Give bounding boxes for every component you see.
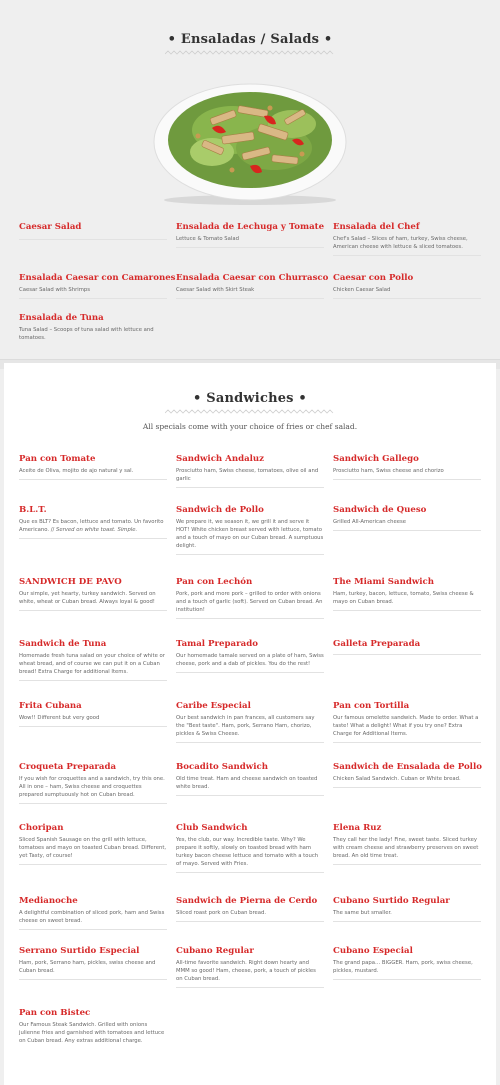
list-item bbox=[176, 701, 324, 743]
item-description: Sliced Spanish Sausage on the grill with lettuce, tomatoes and mayo on toasted Cuban bread. Different, yet Tasty, of course! bbox=[19, 837, 167, 859]
list-item bbox=[19, 701, 167, 727]
item-divider bbox=[19, 929, 167, 930]
item-name: Galleta Preparada bbox=[333, 639, 421, 649]
list-item bbox=[176, 762, 324, 796]
item-name: Caribe Especial bbox=[176, 701, 251, 711]
item-description: They call her the lady! Fine, sweet taste. Sliced turkey with cream cheese and strawberry preserves on sweet bread. An old time treat. bbox=[333, 837, 479, 859]
item-divider bbox=[176, 742, 324, 743]
item-description-note: Served on white toast. Simple. bbox=[55, 527, 138, 533]
item-description: Ham, pork, Serrano ham, pickles, swiss cheese and Cuban bread. bbox=[19, 960, 156, 974]
item-description: Grilled All-American cheese bbox=[333, 519, 407, 525]
item-description: Caesar Salad with Shrimps bbox=[19, 287, 91, 293]
title-zigzag-divider bbox=[165, 50, 335, 56]
item-name: Ensalada Caesar con Camarones bbox=[19, 273, 176, 283]
item-divider bbox=[176, 487, 324, 488]
list-item bbox=[19, 823, 167, 865]
list-item bbox=[333, 896, 481, 922]
item-name: Bocadito Sandwich bbox=[176, 762, 268, 772]
item-description: Homemade fresh tuna salad on your choice of white or wheat bread, and of course we can put it on a Cuban bread! Extra Charge for additional Items. bbox=[19, 653, 165, 675]
item-description: Tuna Salad – Scoops of tuna salad with lettuce and tomatoes. bbox=[19, 327, 154, 341]
list-item bbox=[19, 577, 167, 611]
item-name: Club Sandwich bbox=[176, 823, 248, 833]
list-item bbox=[176, 505, 324, 555]
item-name: Pan con Lechón bbox=[176, 577, 253, 587]
item-description: Our famous omelette sandwich. Made to order. What a taste! What a delight! What if you try one? Extra Charge for Additional Items. bbox=[333, 715, 479, 737]
item-description: Our simple, yet hearty, turkey sandwich. Served on white, wheat or Cuban bread. Always loyal & good! bbox=[19, 591, 156, 605]
item-description: A delightful combination of sliced pork, ham and Swiss cheese on sweet bread. bbox=[19, 910, 165, 924]
item-description: Ham, turkey, bacon, lettuce, tomato, Swiss cheese & mayo on Cuban bread. bbox=[333, 591, 474, 605]
item-divider bbox=[19, 538, 167, 539]
item-divider bbox=[333, 298, 481, 299]
salads-section bbox=[0, 0, 500, 362]
list-item bbox=[19, 762, 167, 804]
item-name: Sandwich de Tuna bbox=[19, 639, 107, 649]
list-item bbox=[333, 454, 481, 480]
item-description: All-time favorite sandwich. Right down hearty and MMM so good! Ham, cheese, pork, a touch of pickles on Cuban bread. bbox=[176, 960, 316, 982]
list-item bbox=[176, 896, 324, 922]
list-item bbox=[333, 762, 481, 788]
item-divider bbox=[19, 979, 167, 980]
item-name: Cubano Regular bbox=[176, 946, 254, 956]
item-divider bbox=[176, 921, 324, 922]
item-description: Sliced roast pork on Cuban bread. bbox=[176, 910, 267, 916]
list-item bbox=[333, 701, 481, 743]
list-item bbox=[176, 273, 329, 299]
list-item bbox=[176, 577, 324, 619]
item-divider bbox=[19, 610, 167, 611]
list-item bbox=[333, 505, 481, 531]
item-divider bbox=[176, 987, 324, 988]
list-item bbox=[19, 896, 167, 930]
item-name: Croqueta Preparada bbox=[19, 762, 117, 772]
item-description: Pork, pork and more pork – grilled to order with onions and a touch of garlic (soft). Served on Cuban bread. An institution! bbox=[176, 591, 323, 613]
item-name: Pan con Tortilla bbox=[333, 701, 410, 711]
item-divider bbox=[176, 298, 324, 299]
salads-title: • Ensaladas / Salads • bbox=[167, 32, 333, 47]
sandwiches-subtitle: All specials come with your choice of fries or chef salad. bbox=[142, 422, 358, 431]
item-divider bbox=[333, 479, 481, 480]
list-item bbox=[176, 639, 324, 673]
item-divider bbox=[19, 680, 167, 681]
item-description: The grand papa… BIGGER. Ham, pork, swiss cheese, pickles, mustard. bbox=[333, 960, 473, 974]
item-description: Prosciutto ham, Swiss cheese and chorizo bbox=[333, 468, 444, 474]
item-description: Our Famous Steak Sandwich. Grilled with onions julienne fries and garnished with tomatoes and lettuce on Cuban bread. Any extras additional charge. bbox=[19, 1022, 165, 1044]
item-divider bbox=[19, 864, 167, 865]
item-name: Ensalada del Chef bbox=[333, 222, 420, 232]
item-description: Old time treat. Ham and cheese sandwich on toasted white bread. bbox=[176, 776, 318, 790]
item-name: Sandwich Andaluz bbox=[176, 454, 265, 464]
list-item bbox=[19, 946, 167, 980]
item-divider bbox=[333, 864, 481, 865]
item-description: Chicken Salad Sandwich. Cuban or White bread. bbox=[333, 776, 461, 782]
item-divider bbox=[333, 979, 481, 980]
item-name: Pan con Bistec bbox=[19, 1008, 91, 1018]
item-name: Ensalada de Tuna bbox=[19, 313, 104, 323]
item-divider bbox=[19, 298, 167, 299]
item-name: Caesar con Pollo bbox=[333, 273, 414, 283]
item-divider bbox=[19, 479, 167, 480]
list-item bbox=[333, 222, 481, 256]
item-description: Wow!! Different but very good bbox=[19, 715, 100, 721]
item-name: Serrano Surtido Especial bbox=[19, 946, 140, 956]
list-item bbox=[19, 1008, 167, 1045]
item-name: Cubano Especial bbox=[333, 946, 413, 956]
item-description-text: Que es BLT? Es bacon, lettuce and tomato. Un favorito Americano. // bbox=[19, 519, 164, 533]
item-divider bbox=[176, 247, 324, 248]
item-name: B.L.T. bbox=[19, 505, 47, 515]
item-name: Sandwich de Pollo bbox=[176, 505, 264, 515]
list-item bbox=[19, 313, 167, 342]
item-divider bbox=[333, 742, 481, 743]
item-name: SANDWICH DE PAVO bbox=[19, 577, 122, 587]
item-name: Caesar Salad bbox=[19, 222, 82, 232]
item-divider bbox=[333, 255, 481, 256]
item-divider bbox=[333, 610, 481, 611]
list-item bbox=[333, 639, 481, 655]
list-item bbox=[333, 946, 481, 980]
item-name: Tamal Preparado bbox=[176, 639, 258, 649]
item-name: Frita Cubana bbox=[19, 701, 82, 711]
item-name: Elena Ruz bbox=[333, 823, 382, 833]
item-description: Lettuce & Tomato Salad bbox=[176, 236, 239, 242]
item-description: We prepare it, we season it, we grill it and serve it HOT! White chicken breast served with lettuce, tomato and a touch of mayo on our Cuban bread. A sumptuous delight. bbox=[176, 519, 324, 549]
item-description: Caesar Salad with Skirt Steak bbox=[176, 287, 255, 293]
sandwiches-section bbox=[4, 363, 496, 1085]
item-divider bbox=[19, 726, 167, 727]
list-item bbox=[176, 946, 324, 988]
item-name: Sandwich de Pierna de Cerdo bbox=[176, 896, 318, 906]
item-name: The Miami Sandwich bbox=[333, 577, 434, 587]
item-name: Ensalada de Lechuga y Tomate bbox=[176, 222, 325, 232]
item-description: The same but smaller. bbox=[333, 910, 392, 916]
list-item bbox=[176, 222, 324, 248]
list-item bbox=[19, 222, 167, 240]
item-divider bbox=[176, 554, 324, 555]
sandwiches-title: • Sandwiches • bbox=[193, 391, 307, 406]
list-item bbox=[176, 823, 324, 873]
item-name: Sandwich de Queso bbox=[333, 505, 427, 515]
item-divider bbox=[333, 654, 481, 655]
item-name: Sandwich de Ensalada de Pollo bbox=[333, 762, 482, 772]
item-description bbox=[19, 518, 167, 534]
item-divider bbox=[176, 618, 324, 619]
item-divider bbox=[19, 239, 167, 240]
item-description: Our homemade tamale served on a plate of ham, Swiss cheese, pork and a dab of pickles. You do the rest! bbox=[176, 653, 324, 667]
list-item bbox=[333, 273, 481, 299]
item-description: Chicken Caesar Salad bbox=[333, 287, 391, 293]
item-name: Ensalada Caesar con Churrasco bbox=[176, 273, 329, 283]
title-zigzag-divider bbox=[165, 409, 335, 415]
list-item bbox=[333, 577, 481, 611]
list-item bbox=[19, 454, 167, 480]
item-divider bbox=[176, 672, 324, 673]
list-item bbox=[176, 454, 324, 488]
item-divider bbox=[176, 872, 324, 873]
list-item bbox=[333, 823, 481, 865]
list-item bbox=[19, 505, 167, 539]
item-divider bbox=[19, 803, 167, 804]
item-divider bbox=[176, 795, 324, 796]
item-divider bbox=[333, 787, 481, 788]
item-name: Sandwich Gallego bbox=[333, 454, 419, 464]
item-name: Pan con Tomate bbox=[19, 454, 96, 464]
salad-plate-image bbox=[152, 78, 348, 206]
item-divider bbox=[333, 921, 481, 922]
item-divider bbox=[333, 530, 481, 531]
item-name: Cubano Surtido Regular bbox=[333, 896, 450, 906]
item-description: If you wish for croquettes and a sandwich, try this one. All in one – ham, Swiss cheese and croquettes prepared sumptuously hot on Cuban bread. bbox=[19, 776, 165, 798]
item-name: Medianoche bbox=[19, 896, 78, 906]
list-item bbox=[19, 639, 167, 681]
item-description: Chef's Salad – Slices of ham, turkey, Swiss cheese, American cheese with lettuce & sliced tomatoes. bbox=[333, 236, 468, 250]
list-item bbox=[19, 273, 176, 299]
item-description: Prosciutto ham, Swiss cheese, tomatoes, olive oil and garlic bbox=[176, 468, 319, 482]
item-description: Yes, the club, our way. Incredible taste. Why? We prepare it softly, slowly on toasted bread with ham turkey bacon cheese lettuce and tomato with a touch of mayo. Served with Fries. bbox=[176, 837, 319, 867]
item-description: Our best sandwich in pan frances, all customers say the "Best taste". Ham, pork, Serrano Ham, chorizo, pickles & Swiss Cheese. bbox=[176, 715, 315, 737]
item-name: Choripan bbox=[19, 823, 64, 833]
item-description: Aceite de Oliva, mojito de ajo natural y sal. bbox=[19, 468, 134, 474]
